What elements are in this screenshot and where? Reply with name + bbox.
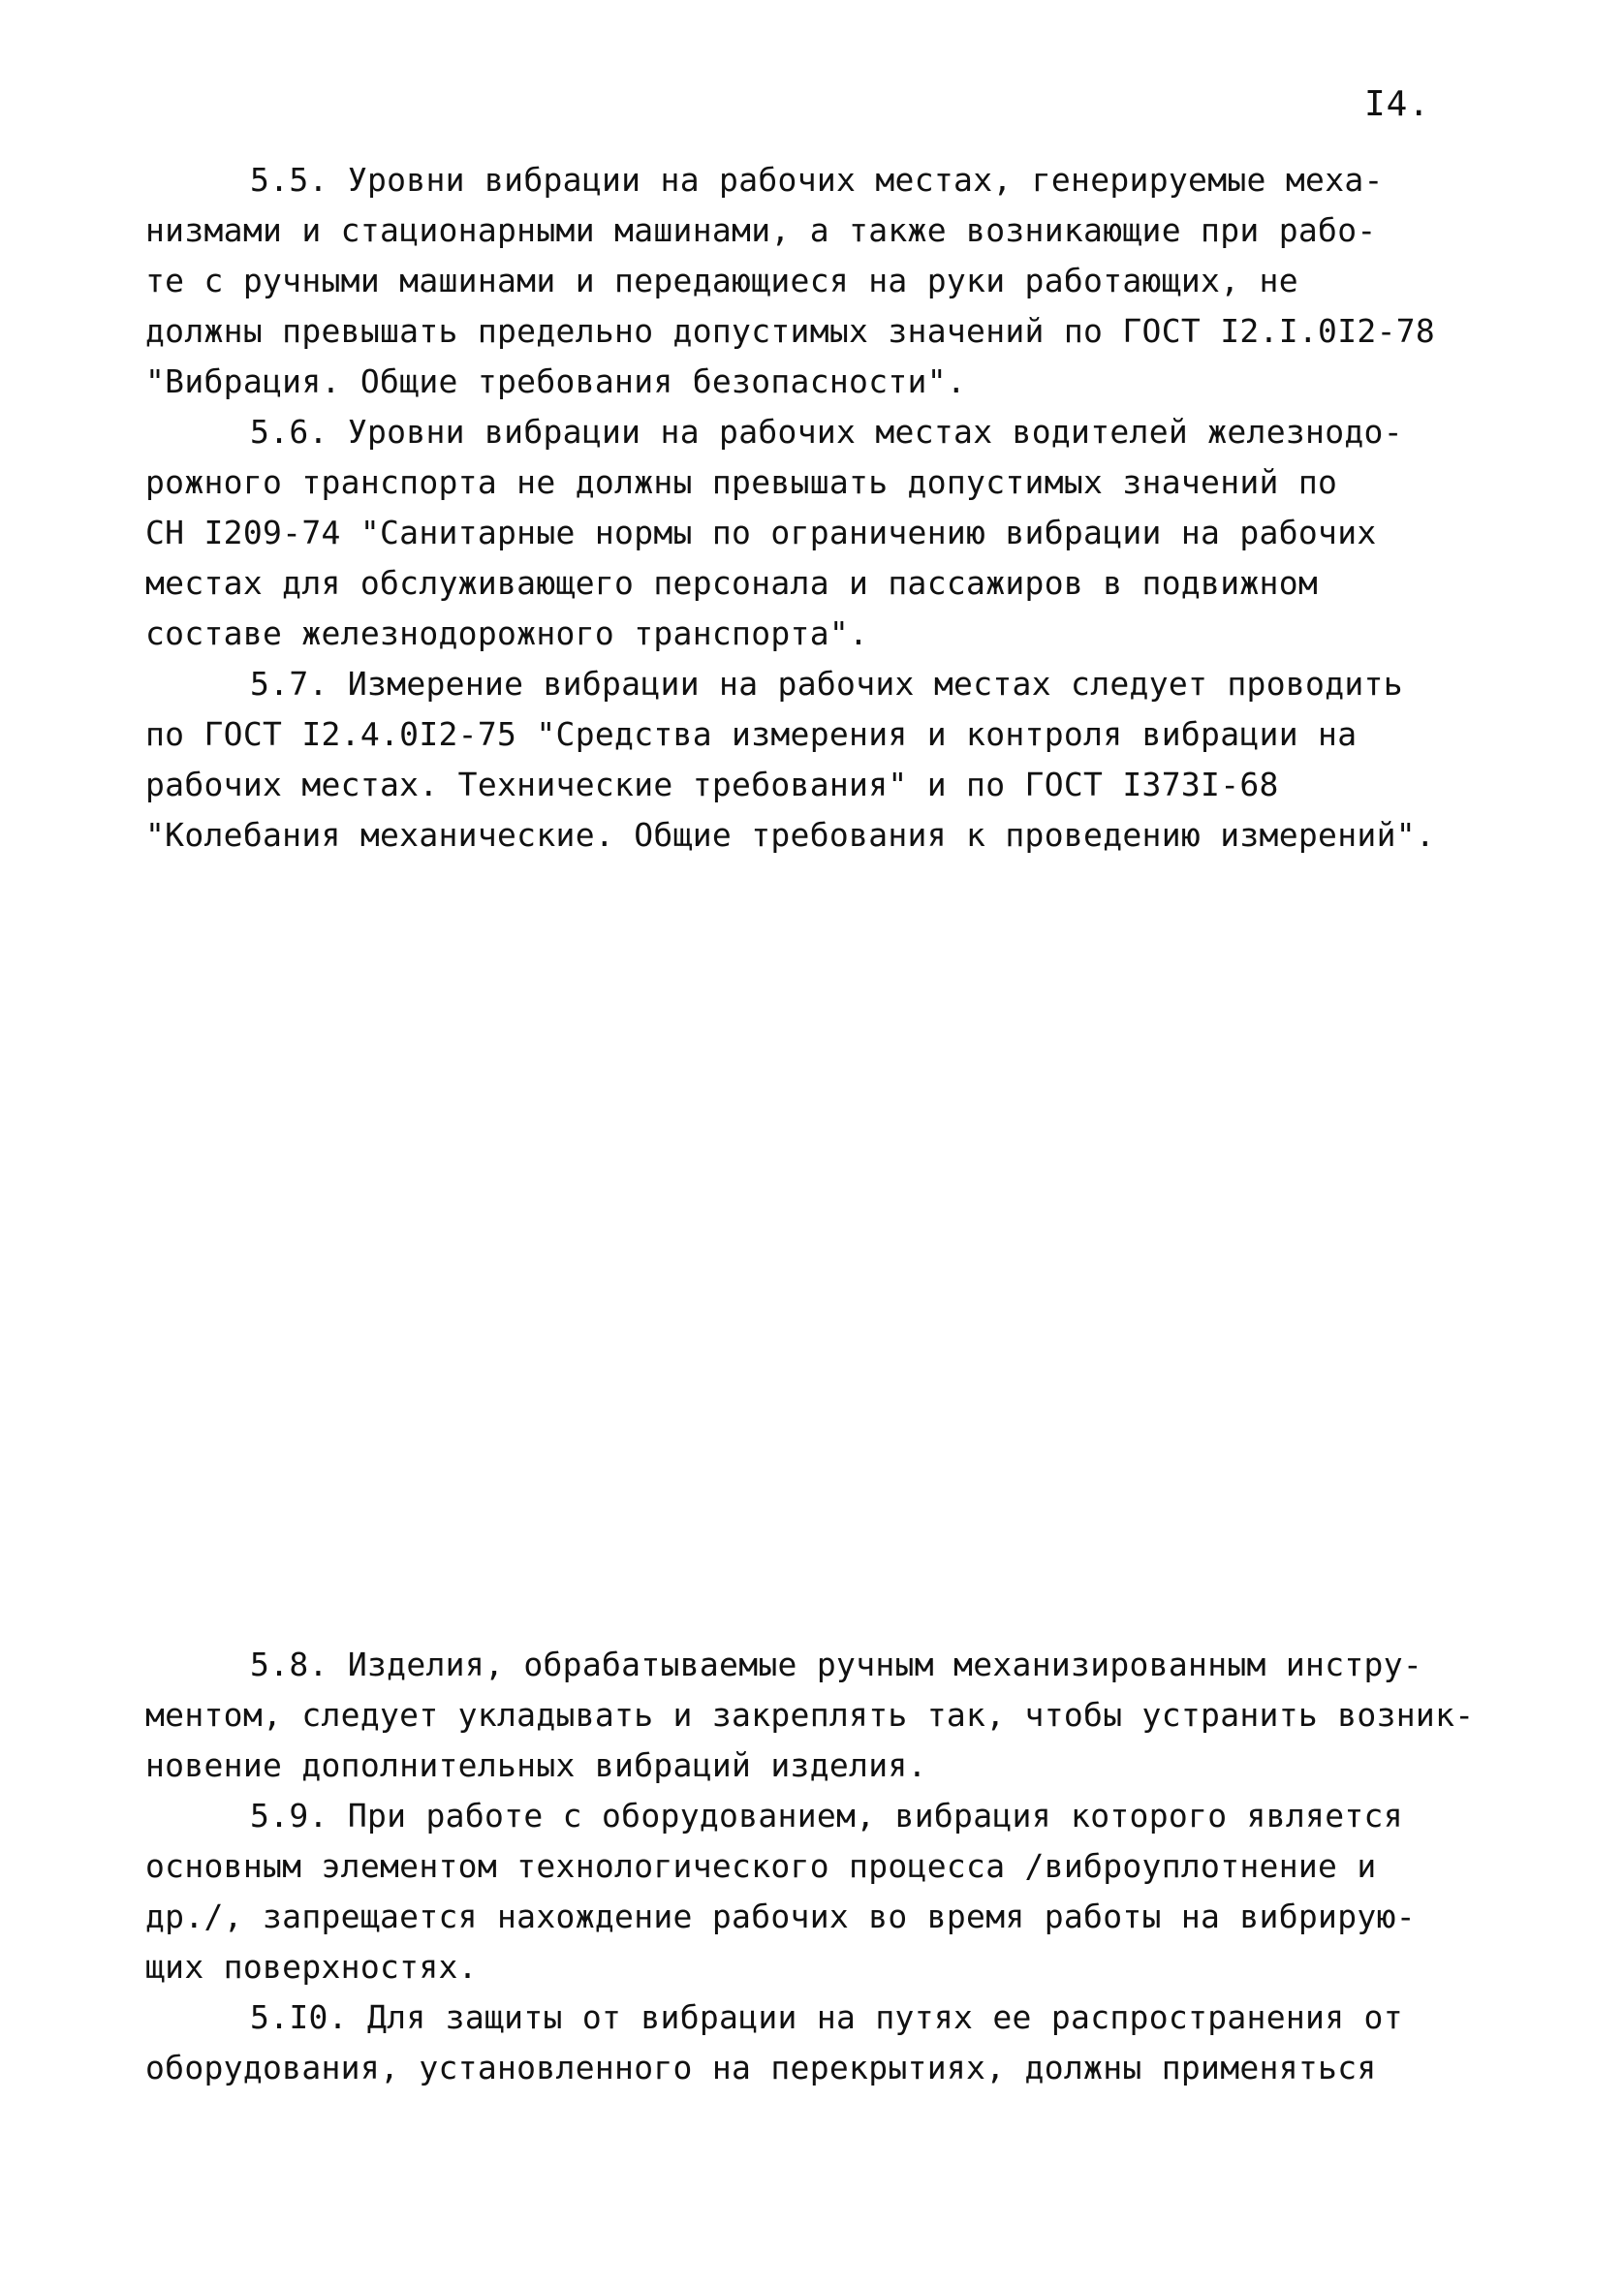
text-line: 5.9. При работе с оборудованием, вибрация которого является: [250, 1797, 1403, 1835]
text-line: рабочих местах. Технические требования" и по ГОСТ I373I-68: [145, 766, 1279, 803]
text-line: 5.8. Изделия, обрабатываемые ручным механизированным инстру-: [250, 1646, 1423, 1683]
text-line: СН I209-74 "Санитарные нормы по ограничению вибрации на рабочих: [145, 514, 1377, 551]
text-line: составе железнодорожного транспорта".: [145, 614, 869, 652]
text-line: новение дополнительных вибраций изделия.: [145, 1746, 927, 1784]
bottom-text-block: [145, 1640, 1521, 2093]
text-line: рожного транспорта не должны превышать допустимых значений по: [145, 463, 1338, 501]
text-line: низмами и стационарными машинами, а также возникающие при рабо-: [145, 211, 1377, 249]
text-line: 5.6. Уровни вибрации на рабочих местах водителей железнодо-: [250, 413, 1403, 451]
text-line: местах для обслуживающего персонала и пассажиров в подвижном: [145, 564, 1319, 602]
text-line: щих поверхностях.: [145, 1948, 478, 1986]
page-number: I4.: [1364, 84, 1431, 124]
text-line: 5.7. Измерение вибрации на рабочих местах следует проводить: [250, 665, 1403, 703]
text-line: ментом, следует укладывать и закреплять так, чтобы устранить возник-: [145, 1696, 1475, 1734]
text-line: оборудования, установленного на перекрытиях, должны применяться: [145, 2049, 1377, 2086]
text-line: должны превышать предельно допустимых значений по ГОСТ I2.I.0I2-78: [145, 312, 1436, 350]
text-line: основным элементом технологического процесса /виброуплотнение и: [145, 1847, 1377, 1885]
text-line: 5.I0. Для защиты от вибрации на путях ее распространения от: [250, 1998, 1403, 2036]
text-line: "Колебания механические. Общие требования к проведению измерений".: [145, 816, 1436, 854]
text-line: "Вибрация. Общие требования безопасности".: [145, 362, 967, 400]
text-line: др./, запрещается нахождение рабочих во время работы на вибрирую-: [145, 1898, 1416, 1935]
text-line: 5.5. Уровни вибрации на рабочих местах, генерируемые меха-: [250, 161, 1384, 199]
text-line: по ГОСТ I2.4.0I2-75 "Средства измерения и контроля вибрации на: [145, 715, 1358, 753]
top-text-block: [145, 155, 1521, 861]
text-line: те с ручными машинами и передающиеся на руки работающих, не: [145, 262, 1298, 299]
